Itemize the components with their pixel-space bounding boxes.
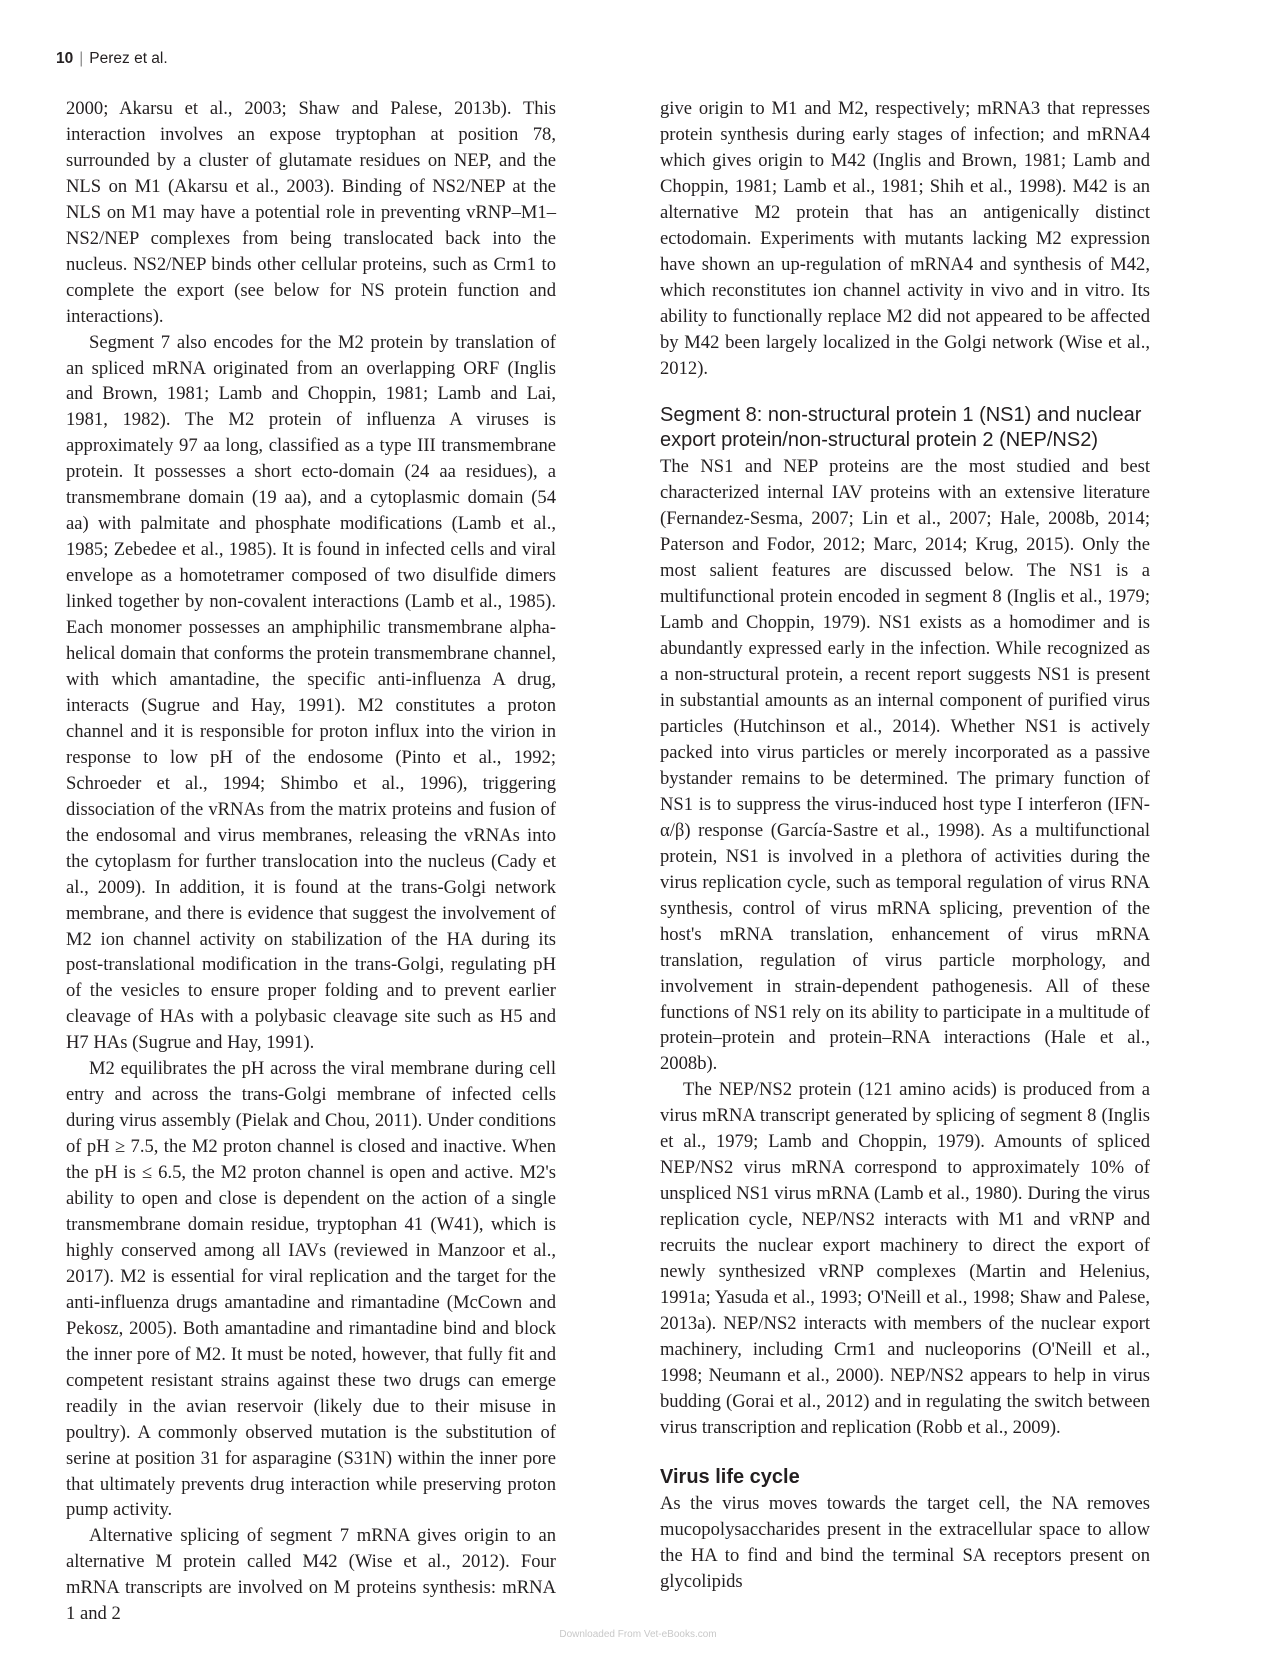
paragraph: 2000; Akarsu et al., 2003; Shaw and Palese, 2013b). This interaction involves an expose tryptophan at position 78, surrounded by a cluster of glutamate residues on NEP, and the NLS on M1 (Akarsu et al., 2003). Binding of NS2/NEP at the NLS on M1 may have a potential role in preventing vRNP–M1–NS2/NEP complexes from being translocated back into the nucleus. NS2/NEP binds other cellular proteins, such as Crm1 to complete the export (see below for NS protein function and interactions).: [66, 98, 556, 327]
paragraph: Alternative splicing of segment 7 mRNA gives origin to an alternative M protein called M42 (Wise et al., 2012). Four mRNA transcripts are involved on M proteins synthesis: mRNA 1 and 2: [66, 1525, 556, 1625]
paragraph: The NS1 and NEP proteins are the most studied and best characterized internal IAV proteins with an extensive literature (Fernandez-Sesma, 2007; Lin et al., 2007; Hale, 2008b, 2014; Paterson and Fodor, 2012; Marc, 2014; Krug, 2015). Only the most salient features are discussed below. The NS1 is a multifunctional protein encoded in segment 8 (Inglis et al., 1979; Lamb and Choppin, 1979). NS1 exists as a homodimer and is abundantly expressed early in the infection. While recognized as a non-structural protein, a recent report suggests NS1 is present in substantial amounts as an internal component of purified virus particles (Hutchinson et al., 2014). Whether NS1 is actively packed into virus particles or merely incorporated as a passive bystander remains to be determined. The primary function of NS1 is to suppress the virus-induced host type I interferon (IFN-α/β) response (García-Sastre et al., 1998). As a multifunctional protein, NS1 is involved in a plethora of activities during the virus replication cycle, such as temporal regulation of virus RNA synthesis, control of virus mRNA splicing, prevention of the host's mRNA translation, enhancement of virus mRNA translation, regulation of virus particle morphology, and involvement in strain-dependent pathogenesis. All of these functions of NS1 rely on its ability to participate in a multitude of protein–protein and protein–RNA interactions (Hale et al., 2008b).: [660, 456, 1150, 1075]
paragraph: The NEP/NS2 protein (121 amino acids) is produced from a virus mRNA transcript generated by splicing of segment 8 (Inglis et al., 1979; Lamb and Choppin, 1979). Amounts of spliced NEP/NS2 virus mRNA correspond to approximately 10% of unspliced NS1 virus mRNA (Lamb et al., 1980). During the virus replication cycle, NEP/NS2 interacts with M1 and vRNP and recruits the nuclear export machinery to direct the export of newly synthesized vRNP complexes (Martin and Helenius, 1991a; Yasuda et al., 1993; O'Neill et al., 1998; Shaw and Palese, 2013a). NEP/NS2 interacts with members of the nuclear export machinery, including Crm1 and nucleoporins (O'Neill et al., 1998; Neumann et al., 2000). NEP/NS2 appears to help in virus budding (Gorai et al., 2012) and in regulating the switch between virus transcription and replication (Robb et al., 2009).: [660, 1079, 1150, 1438]
paragraph: Segment 7 also encodes for the M2 protein by translation of an spliced mRNA originated from an overlapping ORF (Inglis and Brown, 1981; Lamb and Choppin, 1981; Lamb and Lai, 1981, 1982). The M2 protein of influenza A viruses is approximately 97 aa long, classified as a type III transmembrane protein. It possesses a short ecto-domain (24 aa residues), a transmembrane domain (19 aa), and a cytoplasmic domain (54 aa) with palmitate and phosphate modifications (Lamb et al., 1985; Zebedee et al., 1985). It is found in infected cells and viral envelope as a homotetramer composed of two disulfide dimers linked together by non-covalent interactions (Lamb et al., 1985). Each monomer possesses an amphiphilic transmembrane alpha-helical domain that conforms the protein transmembrane channel, with which amantadine, the specific anti-influenza A drug, interacts (Sugrue and Hay, 1991). M2 constitutes a proton channel and it is responsible for proton influx into the virion in response to low pH of the endosome (Pinto et al., 1992; Schroeder et al., 1994; Shimbo et al., 1996), triggering dissociation of the vRNAs from the matrix proteins and fusion of the endosomal and virus membranes, releasing the vRNAs into the cytoplasm for further translocation into the nucleus (Cady et al., 2009). In addition, it is found at the trans-Golgi network membrane, and there is evidence that suggest the involvement of M2 ion channel activity on stabilization of the HA during its post-translational modification in the trans-Golgi, regulating pH of the vesicles to ensure proper folding and to prevent earlier cleavage of HAs with a polybasic cleavage site such as H5 and H7 HAs (Sugrue and Hay, 1991).: [66, 331, 556, 1054]
footer-watermark: Downloaded From Vet-eBooks.com: [559, 1629, 717, 1640]
header-separator: |: [79, 50, 84, 67]
page-number: 10: [56, 50, 74, 67]
paragraph: As the virus moves towards the target cell, the NA removes mucopolysaccharides present in the extracellular space to allow the HA to find and bind the terminal SA receptors present on glycolipids: [660, 1492, 1150, 1592]
paragraph: M2 equilibrates the pH across the viral membrane during cell entry and across the trans-Golgi membrane of infected cells during virus assembly (Pielak and Chou, 2011). Under conditions of pH ≥ 7.5, the M2 proton channel is closed and inactive. When the pH is ≤ 6.5, the M2 proton channel is open and active. M2's ability to open and close is dependent on the action of a single transmembrane domain residue, tryptophan 41 (W41), which is highly conserved among all IAVs (reviewed in Manzoor et al., 2017). M2 is essential for viral replication and the target for the anti-influenza drugs amantadine and rimantadine (McCown and Pekosz, 2005). Both amantadine and rimantadine bind and block the inner pore of M2. It must be noted, however, that fully fit and competent resistant strains against these two drugs can emerge readily in the avian reservoir (likely due to their misuse in poultry). A commonly observed mutation is the substitution of serine at position 31 for asparagine (S31N) within the inner pore that ultimately prevents drug interaction while preserving proton pump activity.: [66, 1058, 556, 1521]
section-heading: Segment 8: non-structural protein 1 (NS1) and nuclear export protein/non-structural protein 2 (NEP/NS2): [660, 404, 1142, 452]
running-head-authors: Perez et al.: [89, 50, 168, 67]
running-head: [56, 50, 168, 68]
section-heading: Virus life cycle: [660, 1465, 800, 1488]
left-column: [66, 96, 556, 1627]
right-column: [660, 96, 1150, 1595]
paragraph: give origin to M1 and M2, respectively; mRNA3 that represses protein synthesis during early stages of infection; and mRNA4 which gives origin to M42 (Inglis and Brown, 1981; Lamb and Choppin, 1981; Lamb et al., 1981; Shih et al., 1998). M42 is an alternative M2 protein that has an antigenically distinct ectodomain. Experiments with mutants lacking M2 expression have shown an up-regulation of mRNA4 and synthesis of M42, which reconstitutes ion channel activity in vivo and in vitro. Its ability to functionally replace M2 did not appeared to be affected by M42 been largely localized in the Golgi network (Wise et al., 2012).: [660, 98, 1150, 379]
